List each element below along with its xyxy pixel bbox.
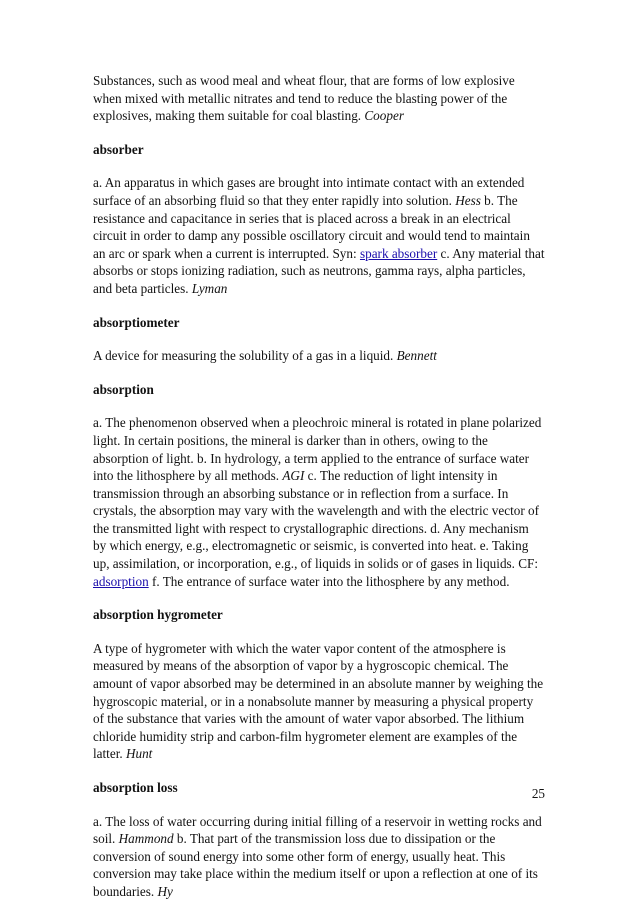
definition-text: b. The resistance and capacitance in series that is placed across a break in an electrical circuit in order to damp any possible oscillatory circuit and would tend to maintain an arc or spark when a current is interrupted. Syn: (93, 192, 530, 261)
term-absorption-loss: absorption loss (93, 780, 178, 795)
intro-paragraph (93, 72, 545, 125)
definition-text: a. The phenomenon observed when a pleochroic mineral is rotated in plane polarized light. In certain positions, the mineral is darker than in others, owing to the absorption of light. b. In hydrology, a term applied to the entrance of surface water into the lithosphere by all methods. (93, 415, 542, 484)
page-content (93, 72, 545, 917)
page-number: 25 (531, 786, 545, 801)
link-spark-absorber[interactable]: spark absorber (359, 245, 438, 261)
definition-absorber (93, 174, 545, 297)
intro-text: Substances, such as wood meal and wheat flour, that are forms of low explosive when mixed with metallic nitrates and tend to reduce the blasting power of the explosives, making them suitable for coal blasting. (93, 73, 515, 124)
definition-text: c. Any material that absorbs or stops ionizing radiation, such as neutrons, gamma rays, alpha particles, and beta particles. (93, 245, 545, 296)
source-citation: Hy (157, 883, 173, 899)
definition-text: a. An apparatus in which gases are brought into intimate contact with an extended surface of an absorbing fluid so that they enter rapidly into solution. (93, 175, 525, 208)
source-citation: Hammond (118, 831, 174, 847)
term-absorptiometer: absorptiometer (93, 314, 180, 330)
intro-source: Cooper (364, 108, 404, 124)
definition-text: c. The reduction of light intensity in transmission through an absorbing substance or in reflection from a surface. In crystals, the absorption may vary with the wavelength and with the electric vector of the transmitted light with respect to crystallographic directions. d. Any mechanism by which energy, e.g., electromagnetic or seismic, is converted into heat. e. Taking up, assimilation, or incorporation, e.g., of liquids in solids or of gases in liquids. CF: (93, 468, 540, 572)
definition-absorptiometer (93, 347, 545, 365)
term-absorption: absorption (93, 381, 154, 397)
source-citation: Lyman (191, 280, 228, 296)
definition-absorption (93, 414, 545, 590)
definition-absorption-hygrometer (93, 640, 545, 763)
source-citation: Hess (455, 192, 481, 208)
definition-text: a. The loss of water occurring during initial filling of a reservoir in wetting rocks and soil. (93, 813, 542, 847)
term-absorber: absorber (93, 141, 144, 157)
definition-text: A device for measuring the solubility of a gas in a liquid. (93, 348, 397, 364)
term-absorption-hygrometer: absorption hygrometer (93, 607, 223, 623)
source-citation: Bennett (396, 348, 437, 364)
source-citation: Hunt (125, 746, 153, 762)
definition-text: b. That part of the transmission loss due to dissipation or the conversion of sound energy into some other form of energy, usually heat. This conversion may take place within the medium itself or upon a reflection at one of its boundaries. (93, 831, 538, 899)
source-citation: AGI (282, 468, 305, 484)
link-adsorption[interactable]: adsorption (93, 573, 149, 589)
definition-text: A type of hygrometer with which the water vapor content of the atmosphere is measured by means of the absorption of vapor by a hygroscopic chemical. The amount of vapor absorbed may be determined in an absolute manner by weighing the hygroscopic material, or in a nonabsolute manner by measuring a physical property of the substance that varies with the amount of water vapor absorbed. The lithium chloride humidity strip and carbon-film hygrometer element are examples of the latter. (93, 640, 544, 762)
definition-text: f. The entrance of surface water into the lithosphere by any method. (148, 573, 510, 589)
